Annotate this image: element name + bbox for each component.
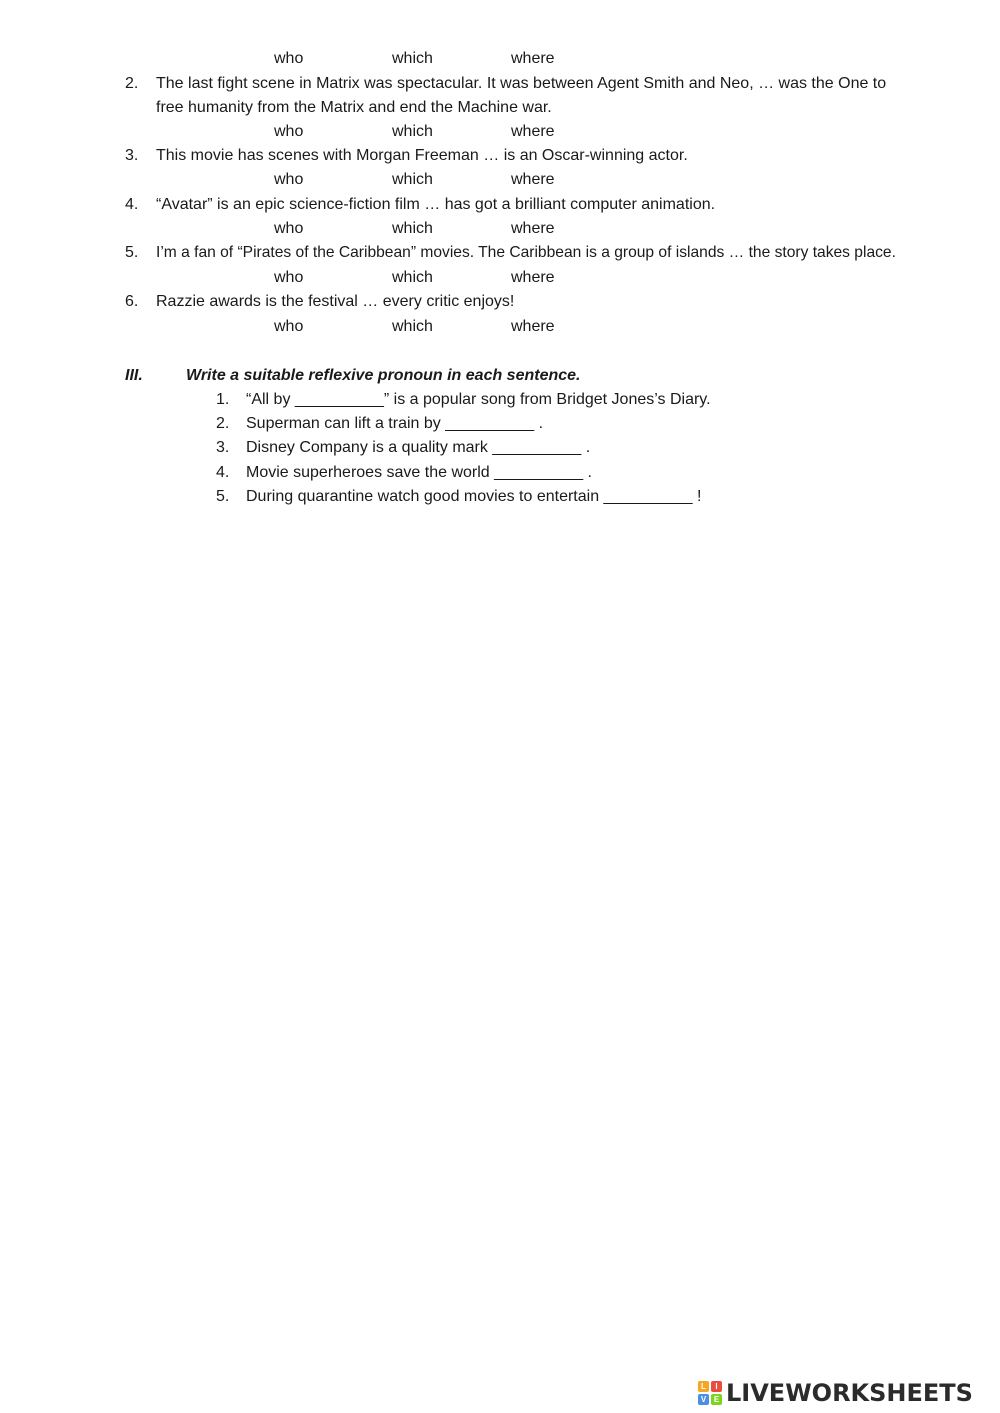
item-number: 4.	[216, 464, 230, 481]
section-title: Write a suitable reflexive pronoun in each sentence.	[186, 367, 581, 384]
option-who[interactable]: who	[274, 50, 304, 67]
liveworksheets-logo	[698, 1378, 973, 1408]
logo-letter: V	[698, 1394, 709, 1405]
option-who[interactable]: who	[274, 220, 304, 237]
item-number: 5.	[216, 488, 230, 505]
item-number: 6.	[125, 293, 139, 310]
logo-letter: E	[711, 1394, 722, 1405]
brand-name: LIVEWORKSHEETS	[726, 1379, 973, 1407]
option-who[interactable]: who	[274, 318, 304, 335]
option-where[interactable]: where	[511, 220, 555, 237]
item-text: Superman can lift a train by __________ .	[246, 415, 544, 432]
option-where[interactable]: where	[511, 50, 555, 67]
item-text: Razzie awards is the festival … every critic enjoys!	[156, 293, 515, 310]
item-text: “All by __________” is a popular song from Bridget Jones’s Diary.	[246, 391, 711, 408]
option-who[interactable]: who	[274, 269, 304, 286]
item-text: This movie has scenes with Morgan Freeman … is an Oscar-winning actor.	[156, 147, 688, 164]
item-number: 3.	[216, 439, 230, 456]
section-numeral: III.	[125, 367, 143, 384]
item-number: 2.	[125, 75, 139, 92]
item-number: 2.	[216, 415, 230, 432]
option-where[interactable]: where	[511, 269, 555, 286]
logo-letter: I	[711, 1381, 722, 1392]
item-text-continued: free humanity from the Matrix and end the Machine war.	[156, 99, 552, 116]
item-number: 4.	[125, 196, 139, 213]
logo-mark-icon	[698, 1381, 722, 1405]
option-who[interactable]: who	[274, 171, 304, 188]
item-text: Movie superheroes save the world __________ .	[246, 464, 592, 481]
item-text: The last fight scene in Matrix was spectacular. It was between Agent Smith and Neo, … was the One to	[156, 75, 887, 92]
option-which[interactable]: which	[392, 123, 433, 140]
option-which[interactable]: which	[392, 171, 433, 188]
option-where[interactable]: where	[511, 123, 555, 140]
option-which[interactable]: which	[392, 50, 433, 67]
item-text: “Avatar” is an epic science-fiction film … has got a brilliant computer animation.	[156, 196, 716, 213]
item-text: Disney Company is a quality mark __________ .	[246, 439, 591, 456]
item-number: 5.	[125, 244, 139, 261]
option-where[interactable]: where	[511, 171, 555, 188]
option-where[interactable]: where	[511, 318, 555, 335]
option-which[interactable]: which	[392, 269, 433, 286]
option-which[interactable]: which	[392, 318, 433, 335]
item-text: During quarantine watch good movies to entertain __________ !	[246, 488, 702, 505]
logo-letter: L	[698, 1381, 709, 1392]
option-who[interactable]: who	[274, 123, 304, 140]
item-text: I’m a fan of “Pirates of the Caribbean” movies. The Caribbean is a group of islands … the story takes place.	[156, 244, 896, 261]
item-number: 3.	[125, 147, 139, 164]
item-number: 1.	[216, 391, 230, 408]
option-which[interactable]: which	[392, 220, 433, 237]
